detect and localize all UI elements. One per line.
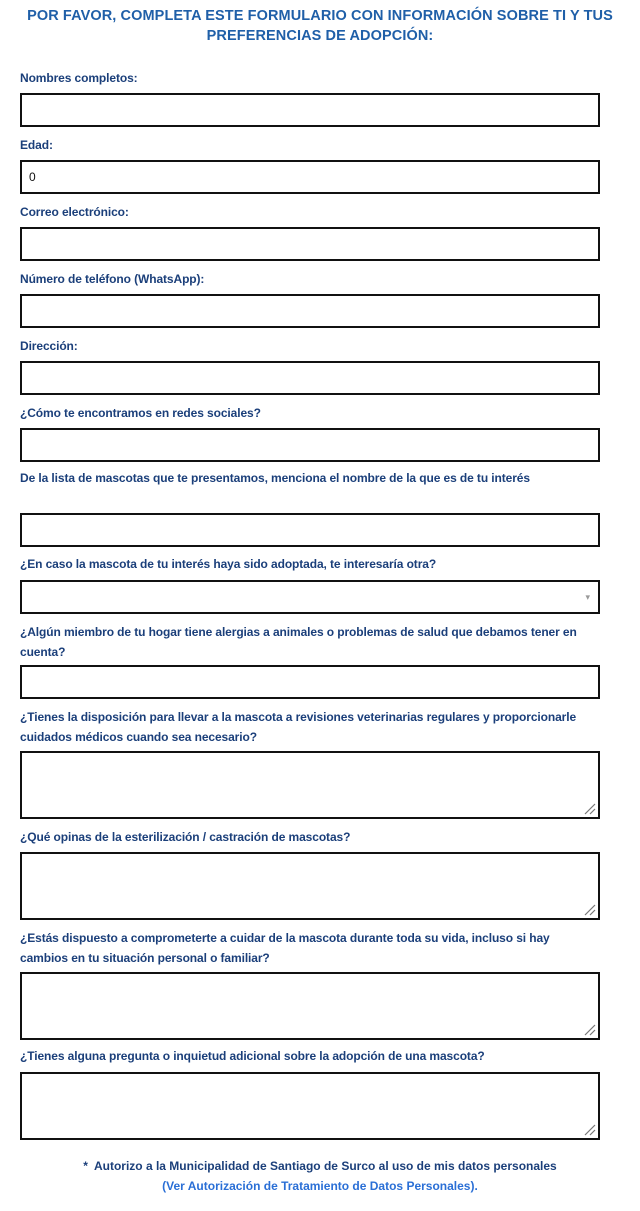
telefono-label: Número de teléfono (WhatsApp): bbox=[20, 272, 205, 286]
authorization-notice bbox=[20, 1156, 620, 1196]
authorization-link[interactable]: (Ver Autorización de Tratamiento de Datos Personales). bbox=[162, 1179, 478, 1193]
preguntas-label: ¿Tienes alguna pregunta o inquietud adicional sobre la adopción de una mascota? bbox=[20, 1049, 485, 1063]
veterinaria-label: ¿Tienes la disposición para llevar a la mascota a revisiones veterinarias regulares y proporcionarle cuidados médicos cuando sea necesario? bbox=[20, 710, 577, 744]
otra-select[interactable] bbox=[20, 580, 600, 614]
direccion-label: Dirección: bbox=[20, 339, 78, 353]
resize-grip-icon[interactable] bbox=[582, 902, 596, 916]
redes-input[interactable] bbox=[20, 428, 600, 462]
form-title: POR FAVOR, COMPLETA ESTE FORMULARIO CON INFORMACIÓN SOBRE TI Y TUS PREFERENCIAS DE ADOPCIÓN: bbox=[27, 8, 613, 44]
veterinaria-textarea[interactable] bbox=[20, 751, 600, 819]
nombres-label: Nombres completos: bbox=[20, 71, 138, 85]
resize-grip-icon[interactable] bbox=[582, 801, 596, 815]
required-asterisk: * bbox=[83, 1159, 88, 1173]
authorization-text: Autorizo a la Municipalidad de Santiago de Surco al uso de mis datos personales bbox=[93, 1159, 557, 1173]
telefono-input[interactable] bbox=[20, 294, 600, 328]
direccion-input[interactable] bbox=[20, 361, 600, 395]
correo-input[interactable] bbox=[20, 227, 600, 261]
edad-value: 0 bbox=[29, 170, 36, 184]
esterilizacion-label: ¿Qué opinas de la esterilización / castración de mascotas? bbox=[20, 830, 351, 844]
alergias-input[interactable] bbox=[20, 665, 600, 699]
mascota-label: De la lista de mascotas que te presentamos, menciona el nombre de la que es de tu interés bbox=[20, 471, 530, 485]
edad-input[interactable] bbox=[20, 160, 600, 194]
alergias-label: ¿Algún miembro de tu hogar tiene alergias a animales o problemas de salud que debamos tener en cuenta? bbox=[20, 625, 577, 659]
redes-label: ¿Cómo te encontramos en redes sociales? bbox=[20, 406, 261, 420]
compromiso-textarea[interactable] bbox=[20, 972, 600, 1040]
preguntas-textarea[interactable] bbox=[20, 1072, 600, 1140]
resize-grip-icon[interactable] bbox=[582, 1022, 596, 1036]
chevron-down-icon: ▾ bbox=[585, 592, 590, 602]
compromiso-label: ¿Estás dispuesto a comprometerte a cuidar de la mascota durante toda su vida, incluso si hay cambios en tu situación personal o familiar? bbox=[20, 931, 550, 965]
correo-label: Correo electrónico: bbox=[20, 205, 129, 219]
esterilizacion-textarea[interactable] bbox=[20, 852, 600, 920]
nombres-input[interactable] bbox=[20, 93, 600, 127]
edad-label: Edad: bbox=[20, 138, 53, 152]
otra-label: ¿En caso la mascota de tu interés haya sido adoptada, te interesaría otra? bbox=[20, 557, 437, 571]
mascota-input[interactable] bbox=[20, 513, 600, 547]
resize-grip-icon[interactable] bbox=[582, 1122, 596, 1136]
